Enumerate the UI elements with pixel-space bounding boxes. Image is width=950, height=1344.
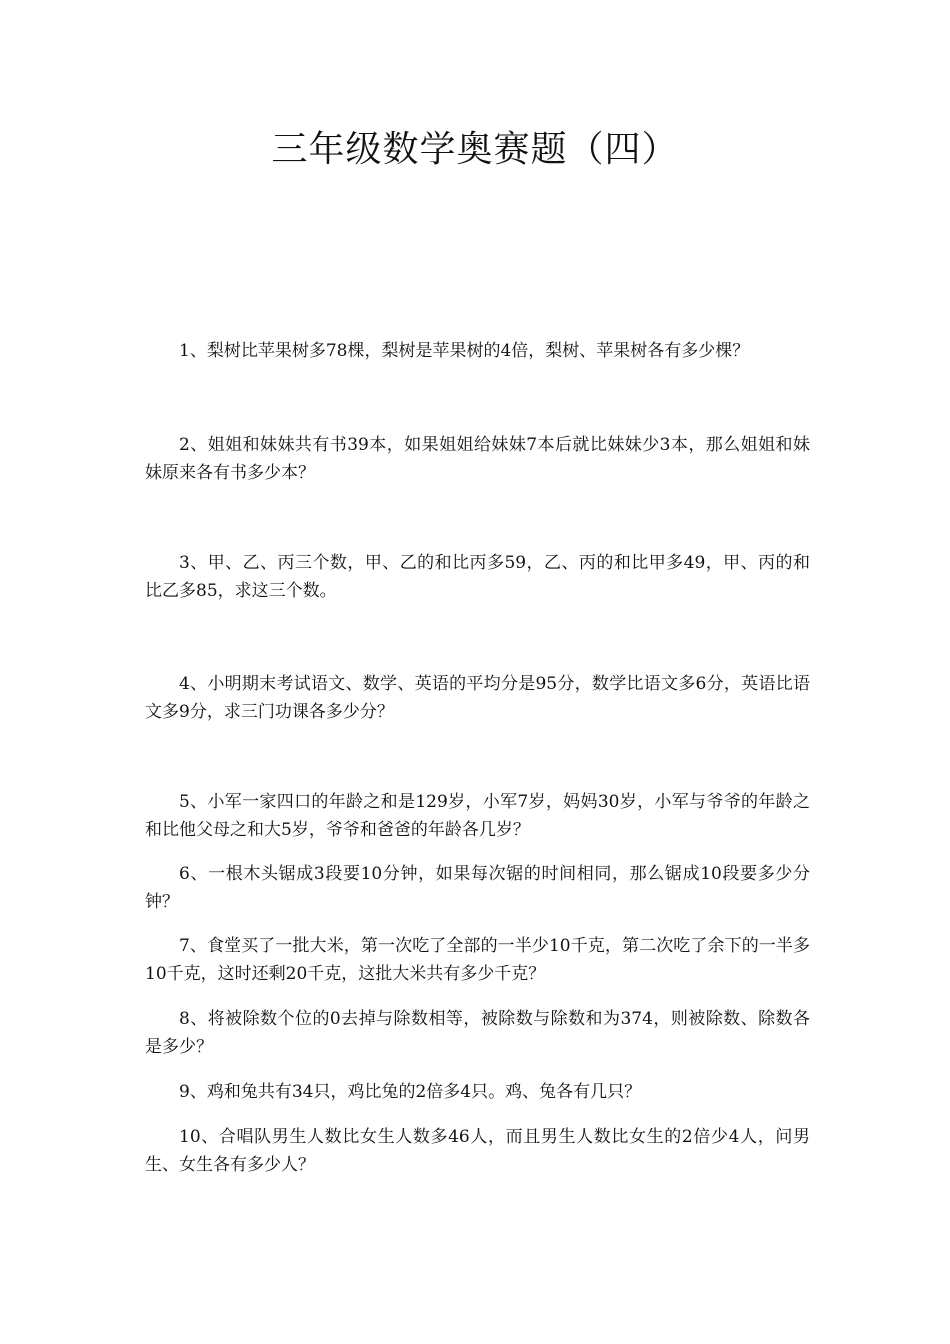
question-2: 2、姐姐和妹妹共有书39本，如果姐姐给妹妹7本后就比妹妹少3本，那么姐姐和妹妹原来各有书多少本？ (145, 435, 810, 483)
question-4: 4、小明期末考试语文、数学、英语的平均分是95分，数学比语文多6分，英语比语文多9分，求三门功课各多少分？ (145, 674, 810, 722)
question-5: 5、小军一家四口的年龄之和是129岁，小军7岁，妈妈30岁，小军与爷爷的年龄之和比他父母之和大5岁，爷爷和爸爸的年龄各几岁？ (145, 792, 810, 840)
question-7: 7、食堂买了一批大米，第一次吃了全部的一半少10千克，第二次吃了余下的一半多10千克，这时还剩20千克，这批大米共有多少千克？ (145, 936, 810, 984)
question-10: 10、合唱队男生人数比女生人数多46人，而且男生人数比女生的2倍少4人，问男生、女生各有多少人？ (145, 1127, 810, 1175)
question-1: 1、梨树比苹果树多78棵，梨树是苹果树的4倍，梨树、苹果树各有多少棵？ (179, 341, 750, 361)
question-9: 9、鸡和兔共有34只，鸡比兔的2倍多4只。鸡、兔各有几只？ (179, 1082, 642, 1102)
question-6: 6、一根木头锯成3段要10分钟，如果每次锯的时间相同，那么锯成10段要多少分钟？ (145, 864, 810, 912)
question-3: 3、甲、乙、丙三个数，甲、乙的和比丙多59，乙、丙的和比甲多49，甲、丙的和比乙多85，求这三个数。 (145, 553, 810, 601)
question-8: 8、将被除数个位的0去掉与除数相等，被除数与除数和为374，则被除数、除数各是多少？ (145, 1009, 810, 1057)
page-title: 三年级数学奥赛题（四） (271, 129, 679, 170)
